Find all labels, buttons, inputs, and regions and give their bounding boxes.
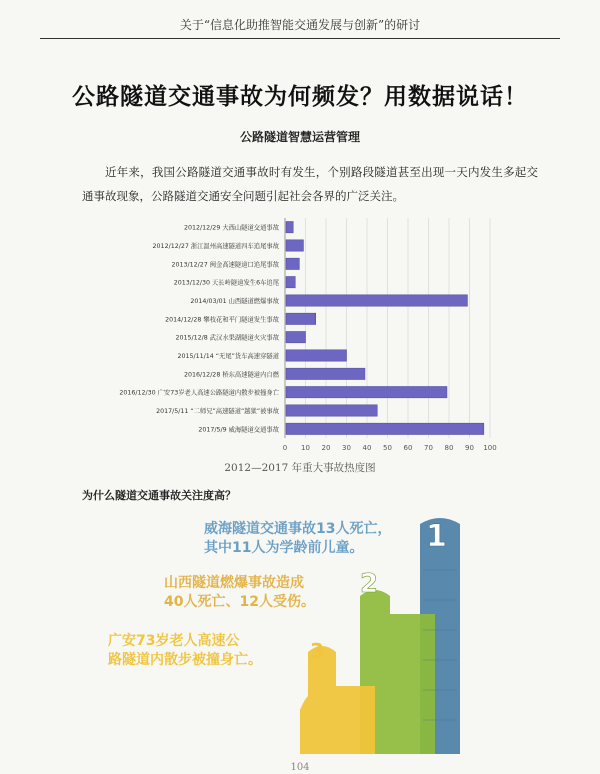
x-tick-label: 80	[444, 444, 454, 452]
rank-1-label: 1	[426, 519, 447, 554]
x-tick-label: 100	[483, 444, 497, 452]
category-label: 2015/11/14 “无尾”货车高速穿隧道	[177, 353, 279, 360]
article-subtitle: 公路隧道智慧运营管理	[239, 130, 360, 144]
bar	[286, 221, 293, 232]
article-title: 公路隧道交通事故为何频发？用数据说话！	[72, 83, 528, 110]
category-label: 2015/12/8 武汉水果湖隧道火灾事故	[175, 334, 279, 342]
x-tick-label: 60	[403, 444, 413, 452]
x-tick-label: 70	[424, 444, 433, 452]
category-label: 2016/12/30 广安73岁老人高速公路隧道内散步被撞身亡	[119, 389, 279, 397]
bar	[286, 276, 295, 287]
x-tick-label: 50	[383, 444, 392, 452]
bar	[286, 386, 447, 397]
bar-chart-svg	[80, 212, 520, 464]
fact-3	[108, 632, 262, 670]
category-label: 2013/12/27 闽金高速隧道口追尾事故	[171, 261, 279, 269]
fact-2	[164, 574, 315, 612]
rank-3-label: 3	[310, 639, 324, 663]
chart-caption: 2012—2017 年重大事故热度图	[224, 462, 376, 474]
category-label: 2014/03/01 山西隧道燃爆事故	[190, 298, 279, 305]
page-number: 104	[290, 762, 310, 773]
category-label: 2017/5/9 威海隧道交通事故	[198, 426, 279, 434]
category-label: 2014/12/28 攀枝花和平门隧道发生事故	[165, 316, 279, 324]
x-tick-label: 20	[321, 444, 331, 452]
fact-1-line-2: 其中11人为学龄前儿童。	[204, 540, 364, 556]
category-label: 2017/5/11 “二师兄”高速隧道“越狱”被事故	[156, 408, 279, 415]
fact-3-line-1: 广安73岁老人高速公	[108, 633, 240, 649]
section-question: 为什么隧道交通事故关注度高？	[82, 489, 236, 502]
intro-paragraph: 近年来，我国公路隧道交通事故时有发生，个别路段隧道甚至出现一天内发生多起交通事故现象，公路隧道交通安全问题引起社会各界的广泛关注。	[82, 165, 538, 203]
category-label: 2013/12/30 天长岭隧道发生6车追尾	[173, 279, 279, 287]
fact-1	[204, 520, 391, 558]
bar	[286, 295, 467, 306]
x-tick-label: 40	[362, 444, 372, 452]
category-label: 2012/12/27 浙江温州高速隧道四车追尾事故	[152, 243, 279, 250]
accident-heat-chart	[80, 212, 520, 464]
bar	[286, 423, 484, 434]
fact-2-line-1: 山西隧道燃爆事故造成	[164, 575, 304, 591]
bar	[286, 331, 306, 342]
bar	[286, 240, 303, 251]
bar	[286, 405, 377, 416]
x-tick-label: 30	[342, 444, 351, 452]
bar	[286, 350, 347, 361]
attention-infographic	[90, 510, 520, 754]
x-tick-label: 10	[301, 444, 310, 452]
category-label: 2016/12/28 桥东高速隧道内自燃	[184, 371, 279, 379]
bar	[286, 313, 316, 324]
bar	[286, 258, 299, 269]
bar	[286, 368, 365, 379]
category-label: 2012/12/29 大西山隧道交通事故	[184, 224, 279, 232]
x-tick-label: 0	[282, 444, 288, 452]
rank-2-label: 2	[360, 569, 379, 599]
x-tick-label: 90	[465, 444, 474, 452]
fact-1-line-1: 威海隧道交通事故13人死亡，	[204, 521, 392, 537]
fact-3-line-2: 路隧道内散步被撞身亡。	[108, 652, 262, 668]
fact-2-line-2: 40人死亡、12人受伤。	[164, 594, 315, 610]
running-header: 关于“信息化助推智能交通发展与创新”的研讨	[40, 12, 560, 39]
